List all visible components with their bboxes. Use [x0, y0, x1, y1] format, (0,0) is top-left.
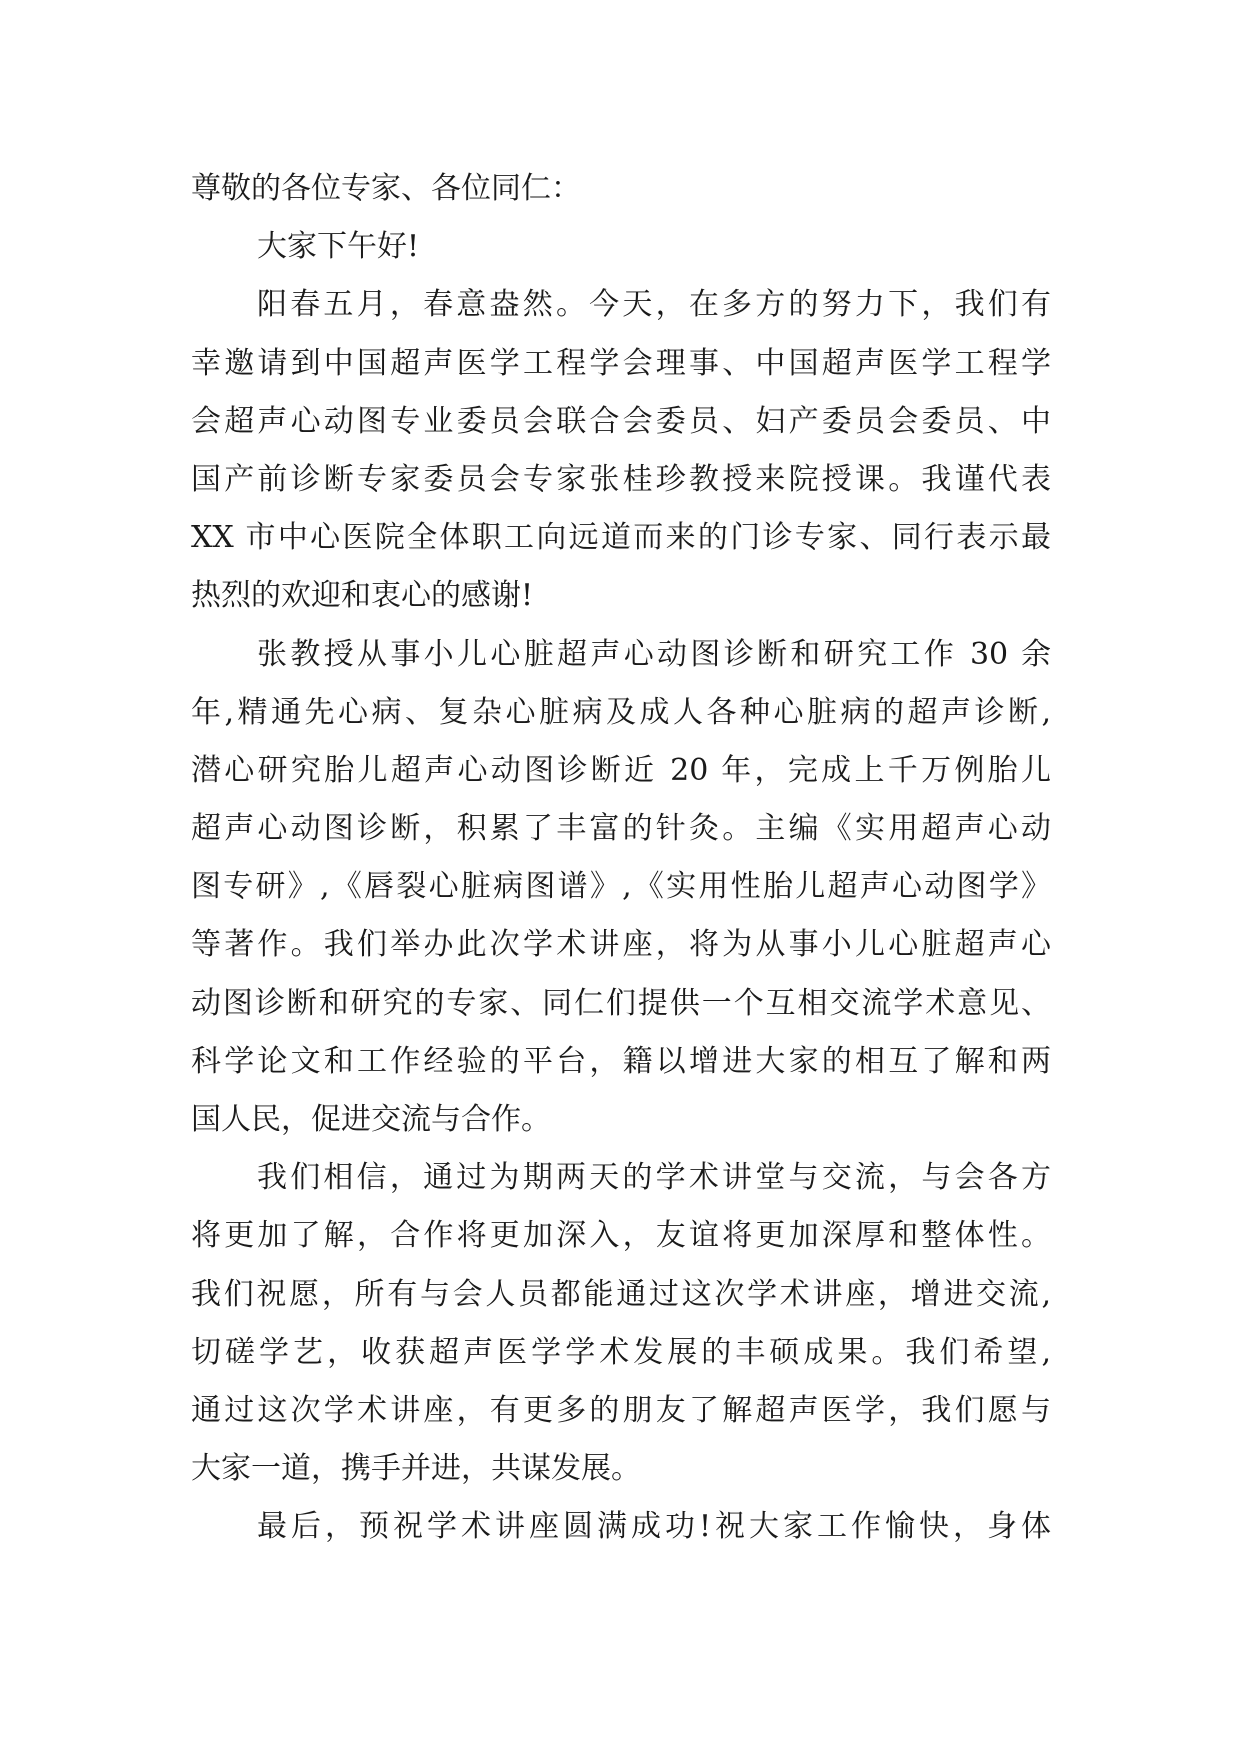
paragraph-line: 幸邀请到中国超声医学工程学会理事、中国超声医学工程学 — [191, 345, 1051, 381]
paragraph-line: 年,精通先心病、复杂心脏病及成人各种心脏病的超声诊断, — [191, 694, 1051, 730]
greeting: 大家下午好! — [257, 229, 420, 265]
paragraph-line: 阳春五月，春意盎然。今天，在多方的努力下，我们有 — [257, 287, 1051, 323]
letter-body — [191, 160, 1051, 1557]
paragraph-line: 动图诊断和研究的专家、同仁们提供一个互相交流学术意见、 — [191, 985, 1051, 1021]
paragraph-line: 潜心研究胎儿超声心动图诊断近 20 年，完成上千万例胎儿 — [191, 752, 1051, 788]
paragraph-line: 我们祝愿，所有与会人员都能通过这次学术讲座，增进交流, — [191, 1276, 1051, 1312]
paragraph-line: 将更加了解，合作将更加深入，友谊将更加深厚和整体性。 — [191, 1218, 1051, 1254]
paragraph-line: 切磋学艺，收获超声医学学术发展的丰硕成果。我们希望, — [191, 1334, 1051, 1370]
paragraph-line: 我们相信，通过为期两天的学术讲堂与交流，与会各方 — [257, 1160, 1051, 1196]
paragraph-line: 科学论文和工作经验的平台，籍以增进大家的相互了解和两 — [191, 1043, 1051, 1079]
paragraph-line: 等著作。我们举办此次学术讲座，将为从事小儿心脏超声心 — [191, 927, 1051, 963]
paragraph-line: 国人民，促进交流与合作。 — [191, 1102, 551, 1137]
paragraph-line: 图专研》,《唇裂心脏病图谱》,《实用性胎儿超声心动图学》 — [191, 869, 1051, 905]
salutation: 尊敬的各位专家、各位同仁： — [191, 171, 581, 206]
paragraph-line: 张教授从事小儿心脏超声心动图诊断和研究工作 30 余 — [257, 636, 1051, 672]
paragraph-line: 大家一道，携手并进，共谋发展。 — [191, 1451, 641, 1487]
paragraph-line: 国产前诊断专家委员会专家张桂珍教授来院授课。我谨代表 — [191, 461, 1051, 497]
paragraph-line: 热烈的欢迎和衷心的感谢! — [191, 578, 534, 614]
paragraph-line: 会超声心动图专业委员会联合会委员、妇产委员会委员、中 — [191, 403, 1051, 439]
paragraph-line: 通过这次学术讲座，有更多的朋友了解超声医学，我们愿与 — [191, 1392, 1051, 1428]
paragraph-line: 超声心动图诊断，积累了丰富的针灸。主编《实用超声心动 — [191, 811, 1051, 847]
paragraph-line: XX 市中心医院全体职工向远道而来的门诊专家、同行表示最 — [191, 520, 1051, 556]
paragraph-line: 最后，预祝学术讲座圆满成功!祝大家工作愉快，身体 — [257, 1509, 1051, 1545]
